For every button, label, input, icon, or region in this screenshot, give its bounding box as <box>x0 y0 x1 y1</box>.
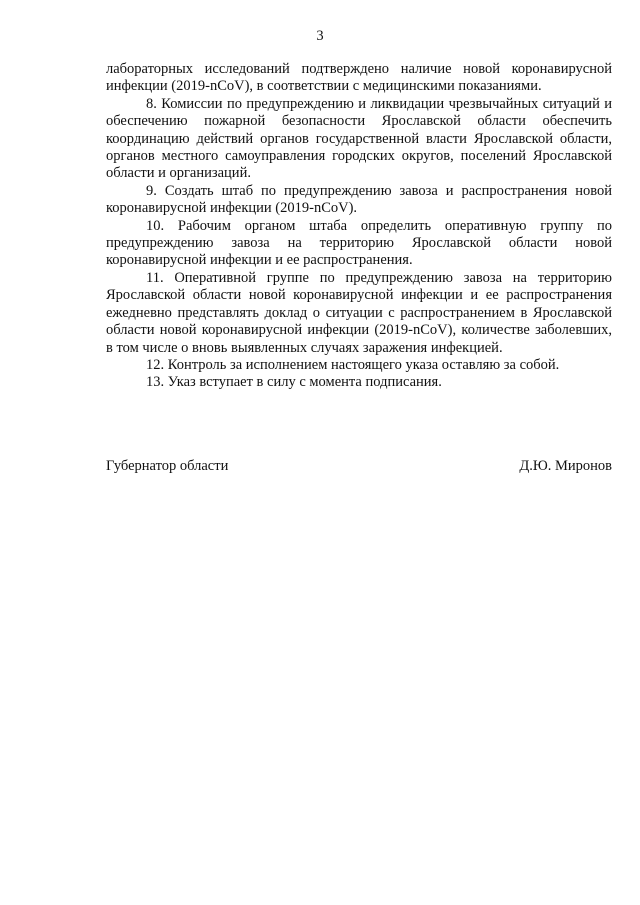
signatory-position: Губернатор области <box>106 458 229 474</box>
paragraph-12: 12. Контроль за исполнением настоящего указа оставляю за собой. <box>146 356 560 373</box>
signature-block <box>106 458 612 475</box>
paragraph-9: 9. Создать штаб по предупреждению завоза и распространения новой коронавирусной инфекции (2019-nCoV). <box>106 182 612 217</box>
paragraph-11: 11. Оперативной группе по предупреждению завоза на территорию Ярославской области новой коронавирусной инфекции и ее распространения ежедневно представлять доклад о ситуации с распространением в Ярославской области новой коронавирусной инфекции (2019-nCoV), количестве заболевших, в том числе о вновь выявленных случаях заражения инфекцией. <box>106 269 612 356</box>
document-body <box>106 61 612 392</box>
signatory-name: Д.Ю. Миронов <box>519 458 612 474</box>
page-number: 3 <box>316 28 324 44</box>
paragraph-13: 13. Указ вступает в силу с момента подписания. <box>146 374 442 391</box>
paragraph-10: 10. Рабочим органом штаба определить оперативную группу по предупреждению завоза на территорию Ярославской области новой коронавирусной инфекции и ее распространения. <box>106 217 612 269</box>
paragraph-continuation: лабораторных исследований подтверждено наличие новой коронавирусной инфекции (2019-nCoV), в соответствии с медицинскими показаниями. <box>106 61 612 95</box>
paragraph-8: 8. Комиссии по предупреждению и ликвидации чрезвычайных ситуаций и обеспечению пожарной безопасности Ярославской области обеспечить координацию действий органов государственной власти Ярославской области, органов местного самоуправления городских округов, поселений Ярославской области и организаций. <box>106 95 612 182</box>
